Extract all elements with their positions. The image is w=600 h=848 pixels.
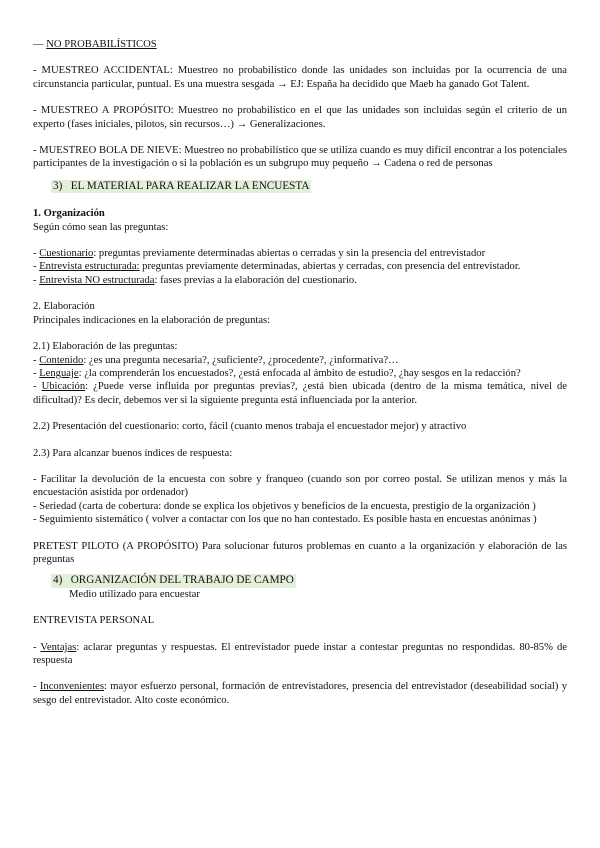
title-text: NO PROBABILÍSTICOS (46, 39, 157, 50)
document-page (33, 38, 567, 707)
elab-item-lenguaje: - Lenguaje: ¿la comprenderán los encuestados?, ¿está enfocada al ámbito de estudio?, ¿hay sesgos en la redacción? (33, 367, 521, 379)
elab-23-item-devolucion: - Facilitar la devolución de la encuesta con sobre y franqueo (cuando son por correo postal. Se utilizan menos y más la encuestación asistida por ordenador) (33, 473, 567, 499)
elaboracion-intro: Principales indicaciones en la elaboración de preguntas: (33, 314, 271, 326)
muestreo-a-proposito-paragraph: - MUESTREO A PROPÓSITO: Muestreo no probabilístico en el que las unidades son incluidas según el criterio de un experto (fases iniciales, pilotos, sin recursos…) → Generalizaciones. (33, 105, 567, 130)
elab-item-ubicacion: - Ubicación: ¿Puede verse influida por preguntas previas?, ¿está bien ubicada (dentro de la misma temática, nivel de dificultad)? Es decir, debemos ver si la siguiente pregunta está influenciada por la anterior. (33, 381, 567, 406)
section-4-subtitle: Medio utilizado para encuestar (69, 588, 200, 600)
ventajas-paragraph: - Ventajas: aclarar preguntas y respuestas. El entrevistador puede instar a contestar preguntas no respondidas. 80-85% de respuesta (33, 641, 567, 666)
section-no-probabilisticos-title: — NO PROBABILÍSTICOS (33, 39, 157, 50)
elab-23-title: 2.3) Para alcanzar buenos índices de respuesta: (33, 447, 233, 459)
pretest-paragraph: PRETEST PILOTO (A PROPÓSITO) Para solucionar futuros problemas en cuanto a la organización y elaboración de las preguntas (33, 540, 567, 565)
elab-22: 2.2) Presentación del cuestionario: corto, fácil (cuanto menos trabaja el encuestador mejor) y atractivo (33, 421, 467, 433)
org-item-cuestionario: - Cuestionario: preguntas previamente determinadas abiertas o cerradas y sin la presencia del entrevistador (33, 248, 486, 260)
org-item-entrevista-no-estructurada: - Entrevista NO estructurada: fases previas a la elaboración del cuestionario. (33, 274, 357, 286)
muestreo-bola-de-nieve-paragraph: - MUESTREO BOLA DE NIEVE: Muestreo no probabilístico que se utiliza cuando es muy difícil encontrar a los potenciales participantes de la investigación o si la población es un subgrupo muy pequeño → Cadena o red de personas (33, 145, 567, 170)
section-4-heading: 4) ORGANIZACIÓN DEL TRABAJO DE CAMPO (53, 574, 294, 587)
entrevista-personal-title: ENTREVISTA PERSONAL (33, 615, 155, 627)
org-item-entrevista-estructurada: - Entrevista estructurada: preguntas previamente determinadas, abiertas y cerradas, con presencia del entrevistador. (33, 261, 521, 273)
elab-23-item-seguimiento: - Seguimiento sistemático ( volver a contactar con los que no han contestado. Es posible hasta en encuestas anónimas ) (33, 514, 537, 526)
inconvenientes-paragraph: - Inconvenientes: mayor esfuerzo personal, formación de entrevistadores, presencia del entrevistador (deseabilidad social) y sesgo del entrevistador. Alto coste económico. (33, 681, 567, 706)
elab-21-title: 2.1) Elaboración de las preguntas: (33, 341, 178, 353)
organizacion-title: 1. Organización (33, 208, 105, 220)
organizacion-intro: Según cómo sean las preguntas: (33, 221, 169, 233)
elab-item-contenido: - Contenido: ¿es una pregunta necesaria?, ¿suficiente?, ¿procedente?, ¿informativa?… (33, 354, 399, 366)
elab-23-item-seriedad: - Seriedad (carta de cobertura: donde se explica los objetivos y beneficios de la encuesta, prestigio de la organización ) (33, 500, 536, 512)
muestreo-accidental-paragraph: - MUESTREO ACCIDENTAL: Muestreo no probabilístico donde las unidades son incluidas por la ocurrencia de una circunstancia particular, puntual. Es una muestra sesgada → EJ: España ha decidido que Maeb ha ganado Got Talent. (33, 65, 567, 90)
elaboracion-title: 2. Elaboración (33, 301, 95, 313)
section-3-heading: 3) EL MATERIAL PARA REALIZAR LA ENCUESTA (53, 179, 310, 192)
